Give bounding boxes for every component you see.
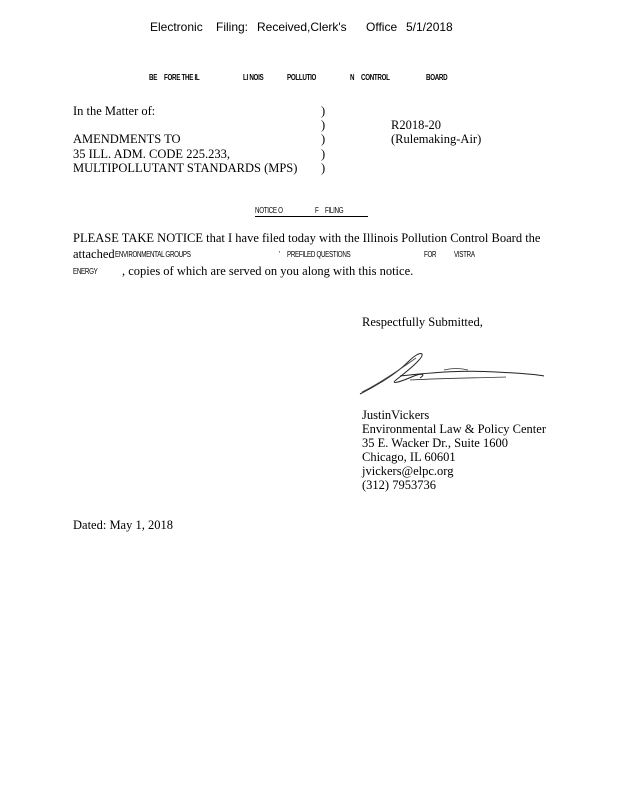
board-title-part: LI NOIS [243, 73, 264, 82]
caption-paren: ) [321, 118, 326, 132]
docket-type: (Rulemaking-Air) [391, 132, 482, 146]
caption-line-2: 35 ILL. ADM. CODE 225.233, [73, 147, 230, 161]
document-title-part: ENVIRONMENTAL GROUPS [115, 250, 191, 259]
board-title-part: CONTROL [361, 73, 390, 82]
notice-body-line-3: , copies of which are served on you along with this notice. [122, 264, 414, 278]
stamp-date: 5/1/2018 [406, 20, 453, 34]
board-title-part: BOARD [426, 73, 448, 82]
notice-title-part: F [315, 206, 319, 215]
document-title-part: ' [279, 250, 280, 259]
caption-paren: ) [321, 104, 326, 118]
notice-body-line-1: PLEASE TAKE NOTICE that I have filed today with the Illinois Pollution Control Board the [73, 231, 541, 245]
caption-line-3: MULTIPOLLUTANT STANDARDS (MPS) [73, 161, 298, 175]
document-title-part: FOR [424, 250, 437, 259]
board-title-part: POLLUTIO [287, 73, 317, 82]
dated-line: Dated: May 1, 2018 [73, 518, 173, 532]
signer-city: Chicago, IL 60601 [362, 450, 456, 464]
notice-title-part: NOTICE O [255, 206, 283, 215]
board-title-part: N [350, 73, 355, 82]
board-title-part: FORE THE IL [164, 73, 200, 82]
notice-title-part: FILING [325, 206, 344, 215]
notice-attached: attached [73, 247, 115, 261]
docket-number: R2018-20 [391, 118, 441, 132]
stamp-filing: Filing: [216, 20, 249, 34]
stamp-electronic: Electronic [150, 20, 203, 34]
signer-org: Environmental Law & Policy Center [362, 422, 546, 436]
stamp-received: Received,Clerk's [257, 20, 347, 34]
stamp-office: Office [366, 20, 398, 34]
in-the-matter: In the Matter of: [73, 104, 156, 118]
caption-paren: ) [321, 147, 326, 161]
signer-street: 35 E. Wacker Dr., Suite 1600 [362, 436, 508, 450]
signer-name: JustinVickers [362, 408, 430, 422]
caption-paren: ) [321, 132, 326, 146]
document-title-part: VISTRA [454, 250, 475, 259]
document-title-part: ENERGY [73, 267, 98, 276]
closing: Respectfully Submitted, [362, 315, 483, 329]
board-title-part: BE [149, 73, 158, 82]
notice-title [255, 215, 368, 217]
signer-email: jvickers@elpc.org [362, 464, 454, 478]
caption-line-1: AMENDMENTS TO [73, 132, 181, 146]
document-title-part: PREFILED QUESTIONS [287, 250, 351, 259]
caption-paren: ) [321, 161, 326, 175]
signature-image [356, 346, 548, 398]
signer-phone: (312) 7953736 [362, 478, 436, 492]
